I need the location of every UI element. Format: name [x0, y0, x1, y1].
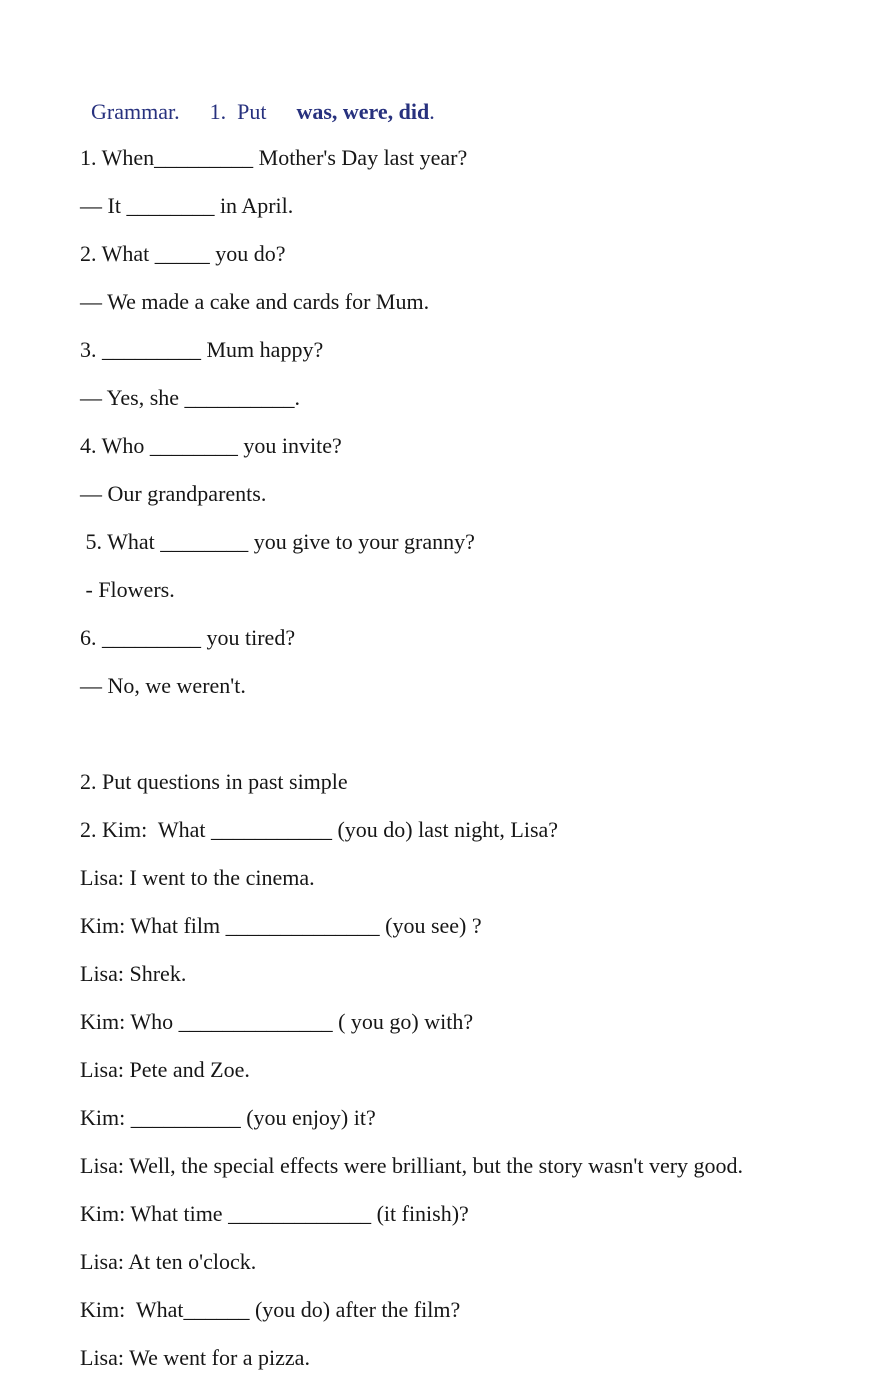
worksheet-line: 2. What _____ you do? — [80, 241, 286, 266]
worksheet-line: Lisa: I went to the cinema. — [80, 865, 315, 890]
exercise-2-block — [80, 758, 820, 1382]
worksheet-line: Kim: What film ______________ (you see) ? — [80, 913, 482, 938]
worksheet-line: 5. What ________ you give to your granny? — [80, 529, 475, 554]
worksheet-line: Kim: Who ______________ ( you go) with? — [80, 1009, 474, 1034]
worksheet-line: — Our grandparents. — [80, 481, 267, 506]
title-text: 1. Put — [209, 99, 267, 124]
worksheet-line: Lisa: Pete and Zoe. — [80, 1057, 250, 1082]
worksheet-line: 1. When_________ Mother's Day last year? — [80, 145, 468, 170]
worksheet-line: — It ________ in April. — [80, 193, 294, 218]
exercise-2-heading: 2. Put questions in past simple — [80, 769, 348, 794]
worksheet-line: — Yes, she __________. — [80, 385, 301, 410]
worksheet-line: 2. Kim: What ___________ (you do) last night, Lisa? — [80, 817, 559, 842]
title-text: . — [429, 99, 435, 124]
title-text: Grammar. — [91, 99, 180, 124]
exercise-2-lines — [80, 806, 820, 1382]
worksheet-line: - Flowers. — [80, 577, 175, 602]
block-spacer — [80, 710, 820, 758]
worksheet-line: 6. _________ you tired? — [80, 625, 296, 650]
worksheet-line: — We made a cake and cards for Mum. — [80, 289, 430, 314]
worksheet-line: 4. Who ________ you invite? — [80, 433, 342, 458]
worksheet-line: Lisa: Shrek. — [80, 961, 187, 986]
worksheet-title — [80, 2, 820, 134]
worksheet-line: Lisa: We went for a pizza. — [80, 1345, 310, 1370]
worksheet-line: — No, we weren't. — [80, 673, 246, 698]
worksheet-line: Kim: __________ (you enjoy) it? — [80, 1105, 376, 1130]
worksheet-line: Lisa: Well, the special effects were brilliant, but the story wasn't very good. — [80, 1153, 744, 1178]
worksheet-line: Kim: What______ (you do) after the film? — [80, 1297, 461, 1322]
exercise-1-block — [80, 134, 820, 710]
worksheet-line: Kim: What time _____________ (it finish)? — [80, 1201, 469, 1226]
title-verbs-bold: was, were, did — [296, 99, 430, 124]
worksheet-line: Lisa: At ten o'clock. — [80, 1249, 257, 1274]
worksheet-line: 3. _________ Mum happy? — [80, 337, 324, 362]
